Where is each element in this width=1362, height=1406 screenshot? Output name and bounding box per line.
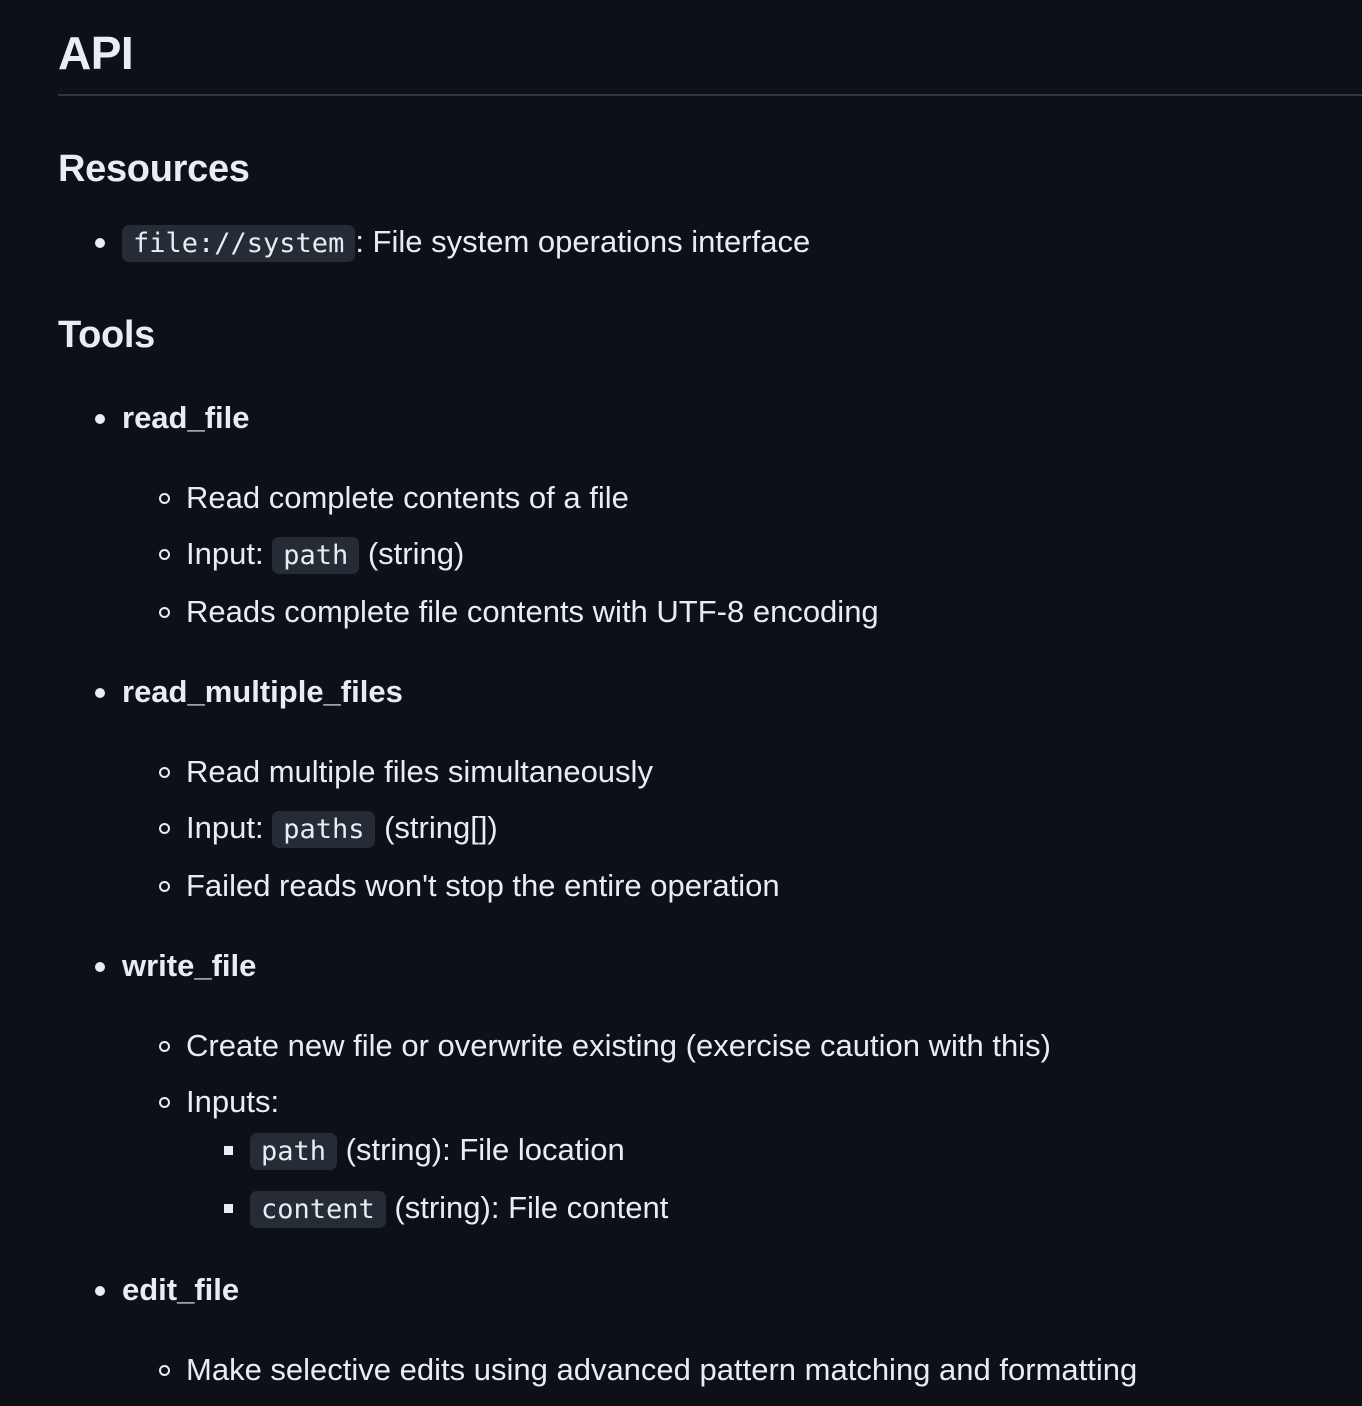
tool-name: read_multiple_files — [122, 674, 403, 709]
list-item — [58, 808, 1362, 850]
inline-code: path — [250, 1133, 337, 1170]
circle-bullet-icon — [159, 823, 170, 834]
list-item — [58, 1026, 1362, 1066]
list-item-suffix: (string[]) — [375, 810, 498, 845]
list-item-prefix: Input: — [186, 810, 273, 845]
list-item-text: Failed reads won't stop the entire operation — [186, 868, 780, 903]
inputs-list — [58, 1130, 1362, 1230]
bullet-icon — [95, 414, 105, 424]
circle-bullet-icon — [159, 493, 170, 504]
list-item — [58, 478, 1362, 518]
bullet-icon — [95, 1286, 105, 1296]
list-item-text: Create new file or overwrite existing (exercise caution with this) — [186, 1028, 1051, 1063]
list-item-text: : File system operations interface — [355, 224, 811, 259]
bullet-icon — [95, 962, 105, 972]
list-item — [58, 1082, 1362, 1122]
list-item-suffix: (string) — [359, 536, 465, 571]
square-bullet-icon — [224, 1146, 233, 1155]
list-item-text: Read multiple files simultaneously — [186, 754, 653, 789]
bullet-icon — [95, 238, 105, 248]
list-item-text: (string): File location — [337, 1132, 625, 1167]
list-item — [58, 1188, 1362, 1230]
square-bullet-icon — [224, 1204, 233, 1213]
tool-item-read-multiple-files — [58, 672, 1362, 712]
circle-bullet-icon — [159, 881, 170, 892]
tool-name: edit_file — [122, 1272, 240, 1307]
list-item-text: Read complete contents of a file — [186, 480, 629, 515]
inline-code: file://system — [122, 225, 355, 262]
section-heading-tools: Tools — [58, 314, 156, 356]
markdown-document — [58, 0, 1362, 1390]
tool-details-list — [58, 1350, 1362, 1390]
inline-code: paths — [272, 811, 375, 848]
circle-bullet-icon — [159, 767, 170, 778]
list-item-text: Reads complete file contents with UTF-8 encoding — [186, 594, 879, 629]
resources-list — [58, 222, 1362, 264]
list-item — [58, 1130, 1362, 1172]
bullet-icon — [95, 688, 105, 698]
circle-bullet-icon — [159, 1041, 170, 1052]
tool-name: read_file — [122, 400, 250, 435]
tools-list — [58, 398, 1362, 1390]
page-title: API — [58, 0, 1362, 96]
list-item — [58, 866, 1362, 906]
tool-details-list — [58, 1026, 1362, 1230]
tool-details-list — [58, 752, 1362, 906]
tool-name: write_file — [122, 948, 257, 983]
list-item — [58, 222, 1362, 264]
circle-bullet-icon — [159, 1365, 170, 1376]
circle-bullet-icon — [159, 549, 170, 560]
tool-item-edit-file — [58, 1270, 1362, 1310]
inline-code: path — [272, 537, 359, 574]
list-item-prefix: Input: — [186, 536, 273, 571]
circle-bullet-icon — [159, 1097, 170, 1108]
tool-details-list — [58, 478, 1362, 632]
list-item-text: (string): File content — [385, 1190, 669, 1225]
section-heading-resources: Resources — [58, 148, 250, 190]
circle-bullet-icon — [159, 607, 170, 618]
list-item — [58, 534, 1362, 576]
tool-item-read-file — [58, 398, 1362, 438]
tool-item-write-file — [58, 946, 1362, 986]
list-item-text: Make selective edits using advanced pattern matching and formatting — [186, 1352, 1138, 1387]
inline-code: content — [250, 1191, 386, 1228]
list-item — [58, 1350, 1362, 1390]
list-item — [58, 592, 1362, 632]
list-item-text: Inputs: — [186, 1084, 280, 1119]
list-item — [58, 752, 1362, 792]
